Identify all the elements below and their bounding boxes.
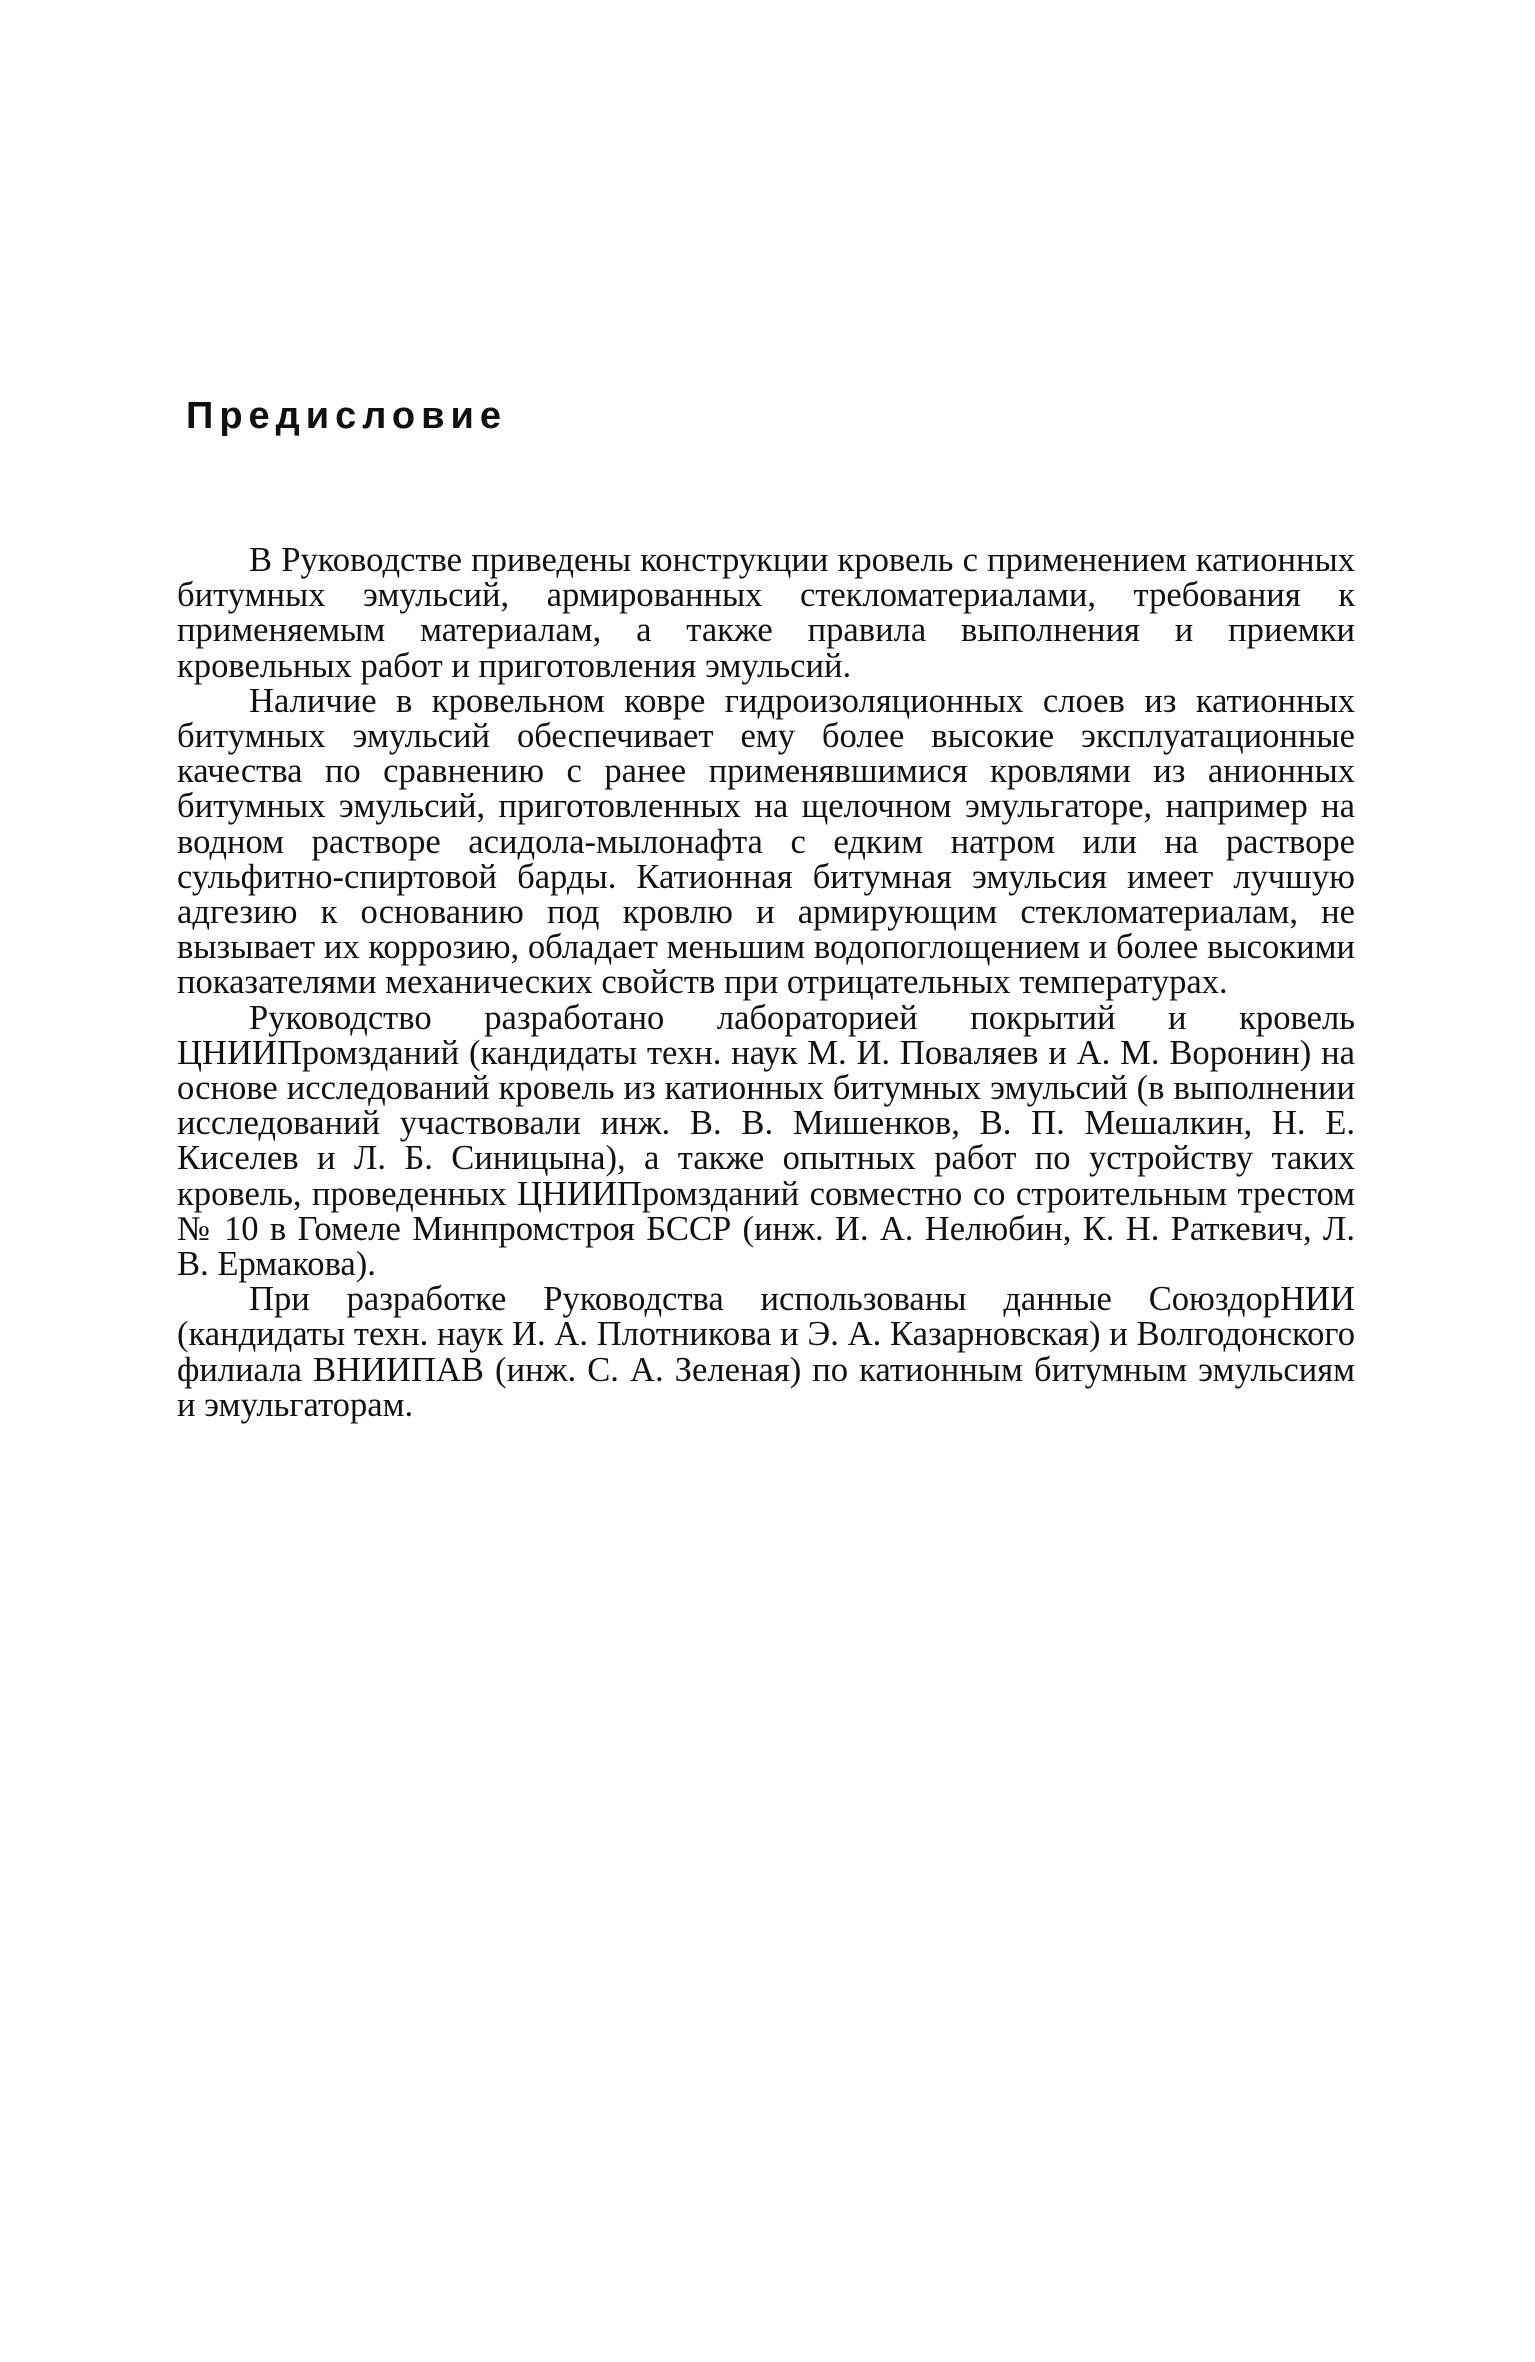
paragraph-1: В Руководстве приведены конструкции кровель с применением катионных битумных эмульсий, армированных стекломатериалами, требования к применяемым материалам, а также правила выполнения и приемки кровельных работ и приготовления эмульсий. [177,541,1355,685]
page-heading: Предисловие [186,395,507,437]
paragraph-4: При разработке Руководства использованы данные СоюздорНИИ (кандидаты техн. наук И. А. Плотникова и Э. А. Казарновская) и Волгодонского филиала ВНИИПАВ (инж. С. А. Зеленая) по катионным битумным эмульсиям и эмульгаторам. [177,1280,1355,1424]
paragraph-2: Наличие в кровельном ковре гидроизоляционных слоев из катионных битумных эмульсий обеспечивает ему более высокие эксплуатационные качества по сравнению с ранее применявшимися кровлями из анионных битумных эмульсий, приготовленных на щелочном эмульгаторе, например на водном растворе асидола-мылонафта с едким натром или на растворе сульфитно-спиртовой барды. Катионная битумная эмульсия имеет лучшую адгезию к основанию под кровлю и армирующим стекломатериалам, не вызывает их коррозию, обладает меньшим водопоглощением и более высокими показателями механических свойств при отрицательных температурах. [177,681,1355,1002]
paragraph-3: Руководство разработано лабораторией покрытий и кровель ЦНИИПромзданий (кандидаты техн. наук М. И. Поваляев и А. М. Воронин) на основе исследований кровель из катионных битумных эмульсий (в выполнении исследований участвовали инж. В. В. Мишенков, В. П. Мешалкин, Н. Е. Киселев и Л. Б. Синицына), а также опытных работ по устройству таких кровель, проведенных ЦНИИПромзданий совместно со строительным трестом № 10 в Гомеле Минпромстроя БССР (инж. И. А. Нелюбин, К. Н. Раткевич, Л. В. Ермакова). [177,998,1355,1284]
foreword-body [177,543,1355,1423]
